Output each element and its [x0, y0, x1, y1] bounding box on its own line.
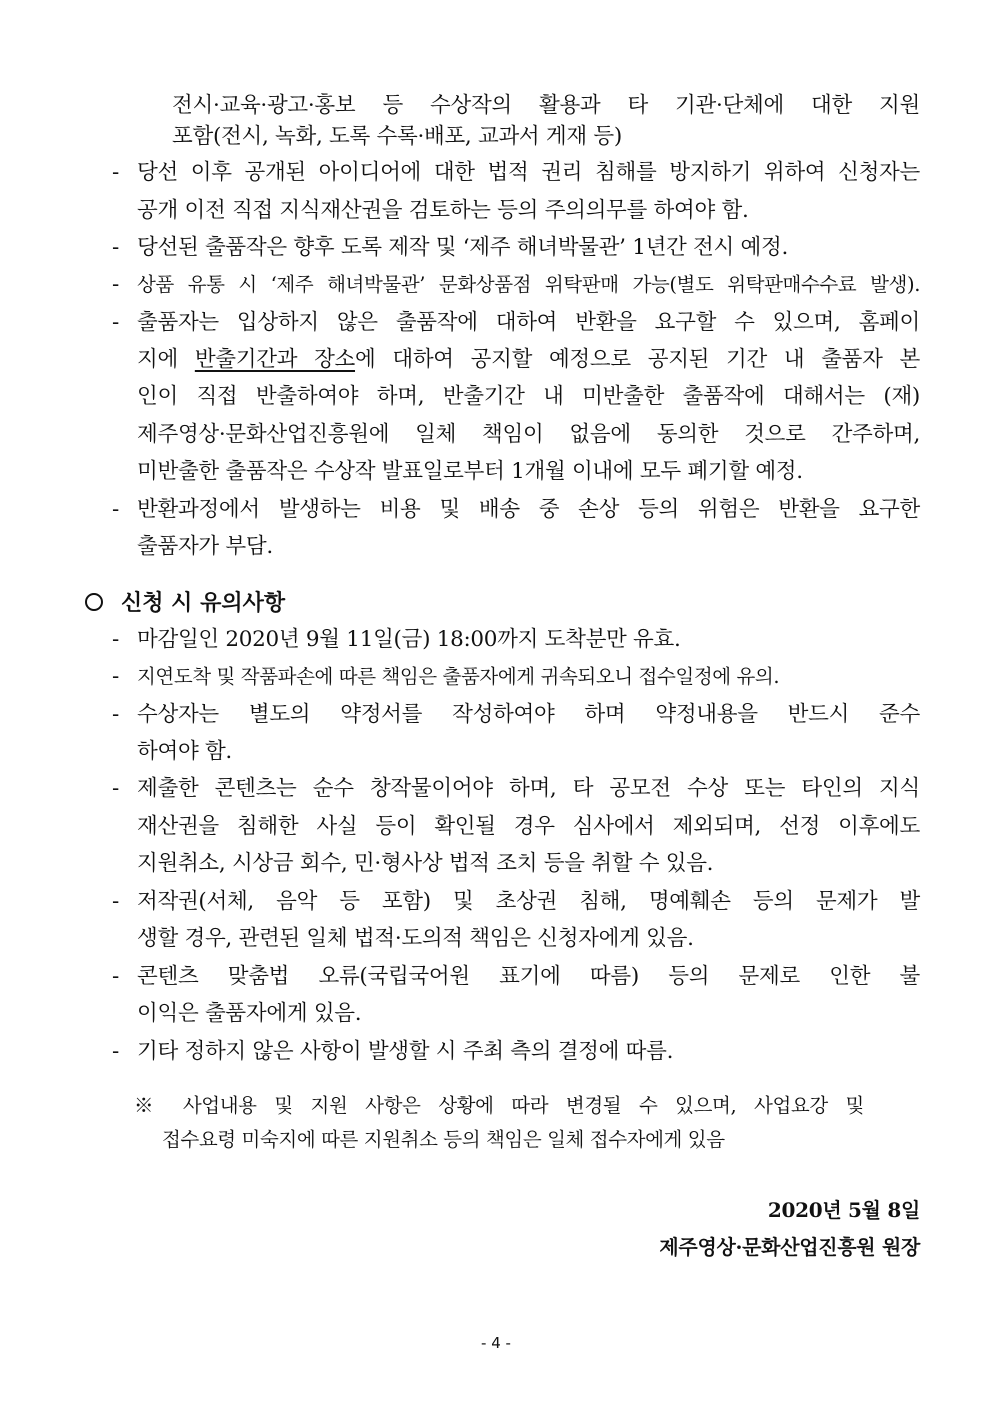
bullet-a4-line-1: 출품자는 입상하지 않은 출품작에 대하여 반환을 요구할 수 있으며, 홈페이 [137, 310, 920, 335]
section-item-1-line-1: 마감일인 2020년 9월 11일(금) 18:00까지 도착분만 유효. [137, 627, 681, 652]
section-title: 신청 시 유의사항 [121, 590, 286, 616]
section-item-7-line-1: 기타 정하지 않은 사항이 발생할 시 주최 측의 결정에 따름. [137, 1039, 674, 1064]
section-item-5-line-2: 생할 경우, 관련된 일체 법적·도의적 책임은 신청자에게 있음. [137, 926, 694, 951]
dash-marker: - [112, 497, 120, 522]
dash-marker: - [112, 310, 120, 335]
section-item-4-line-3: 지원취소, 시상금 회수, 민·형사상 법적 조치 등을 취할 수 있음. [137, 851, 714, 876]
dash-marker: - [112, 1039, 120, 1064]
note-line-1: ※ 사업내용 및 지원 사항은 상황에 따라 변경될 수 있으며, 사업요강 및 [134, 1094, 864, 1117]
circle-bullet-icon [85, 593, 103, 611]
section-item-3-line-2: 하여야 함. [137, 739, 232, 764]
bullet-a5-line-2: 출품자가 부담. [137, 534, 273, 559]
issuer-name: 제주영상·문화산업진흥원 원장 [659, 1235, 920, 1259]
section-item-2-line-1: 지연도착 및 작품파손에 따른 책임은 출품자에게 귀속되오니 접수일정에 유의. [137, 665, 780, 688]
bullet-a1-line-2: 공개 이전 직접 지식재산권을 검토하는 등의 주의의무를 하여야 함. [137, 198, 749, 223]
note-line-2: 접수요령 미숙지에 따른 지원취소 등의 책임은 일체 접수자에게 있음 [162, 1128, 725, 1151]
issue-date: 2020년 5월 8일 [767, 1198, 920, 1222]
top-item-line-1: 전시·교육·광고·홍보 등 수상작의 활용과 타 기관·단체에 대한 지원 [172, 93, 920, 118]
top-item-line-2: 포함(전시, 녹화, 도록 수록·배포, 교과서 게재 등) [172, 124, 622, 149]
bullet-a2-line-1: 당선된 출품작은 향후 도록 제작 및 ‘제주 해녀박물관’ 1년간 전시 예정. [137, 235, 788, 260]
bullet-a3-line-1: 상품 유통 시 ‘제주 해녀박물관’ 문화상품점 위탁판매 가능(별도 위탁판매수수료 발생). [137, 273, 920, 296]
bullet-a1-line-1: 당선 이후 공개된 아이디어에 대한 법적 권리 침해를 방지하기 위하여 신청자는 [137, 160, 920, 185]
dash-marker: - [112, 776, 120, 801]
section-heading [85, 590, 285, 616]
dash-marker: - [112, 627, 120, 652]
bullet-a5-line-1: 반환과정에서 발생하는 비용 및 배송 중 손상 등의 위험은 반환을 요구한 [137, 497, 920, 522]
section-item-5-line-1: 저작권(서체, 음악 등 포함) 및 초상권 침해, 명예훼손 등의 문제가 발 [137, 889, 920, 914]
page-number: - 4 - [481, 1334, 511, 1352]
return-period-underlined: 반출기간과 장소 [194, 347, 356, 372]
section-item-3-line-1: 수상자는 별도의 약정서를 작성하여야 하며 약정내용을 반드시 준수 [137, 702, 920, 727]
return-suffix: 에 대하여 공지할 예정으로 공지된 기간 내 출품자 본 [355, 347, 920, 372]
dash-marker: - [112, 160, 120, 185]
dash-marker: - [112, 702, 120, 727]
dash-marker: - [112, 964, 120, 989]
section-item-4-line-1: 제출한 콘텐츠는 순수 창작물이어야 하며, 타 공모전 수상 또는 타인의 지식 [137, 776, 920, 801]
dash-marker: - [112, 235, 120, 260]
dash-marker: - [112, 664, 120, 689]
section-item-4-line-2: 재산권을 침해한 사실 등이 확인될 경우 심사에서 제외되며, 선정 이후에도 [137, 814, 920, 839]
bullet-a4-line-4: 제주영상·문화산업진흥원에 일체 책임이 없음에 동의한 것으로 간주하며, [137, 422, 920, 447]
dash-marker: - [112, 889, 120, 914]
bullet-a4-line-5: 미반출한 출품작은 수상작 발표일로부터 1개월 이내에 모두 폐기할 예정. [137, 459, 803, 484]
bullet-a4-line-2 [137, 347, 920, 373]
bullet-a4-line-3: 인이 직접 반출하여야 하며, 반출기간 내 미반출한 출품작에 대해서는 (재) [137, 384, 920, 409]
dash-marker: - [112, 272, 120, 297]
section-item-6-line-1: 콘텐츠 맞춤법 오류(국립국어원 표기에 따름) 등의 문제로 인한 불 [137, 964, 920, 989]
return-prefix: 지에 [137, 347, 195, 372]
section-item-6-line-2: 이익은 출품자에게 있음. [137, 1001, 362, 1026]
